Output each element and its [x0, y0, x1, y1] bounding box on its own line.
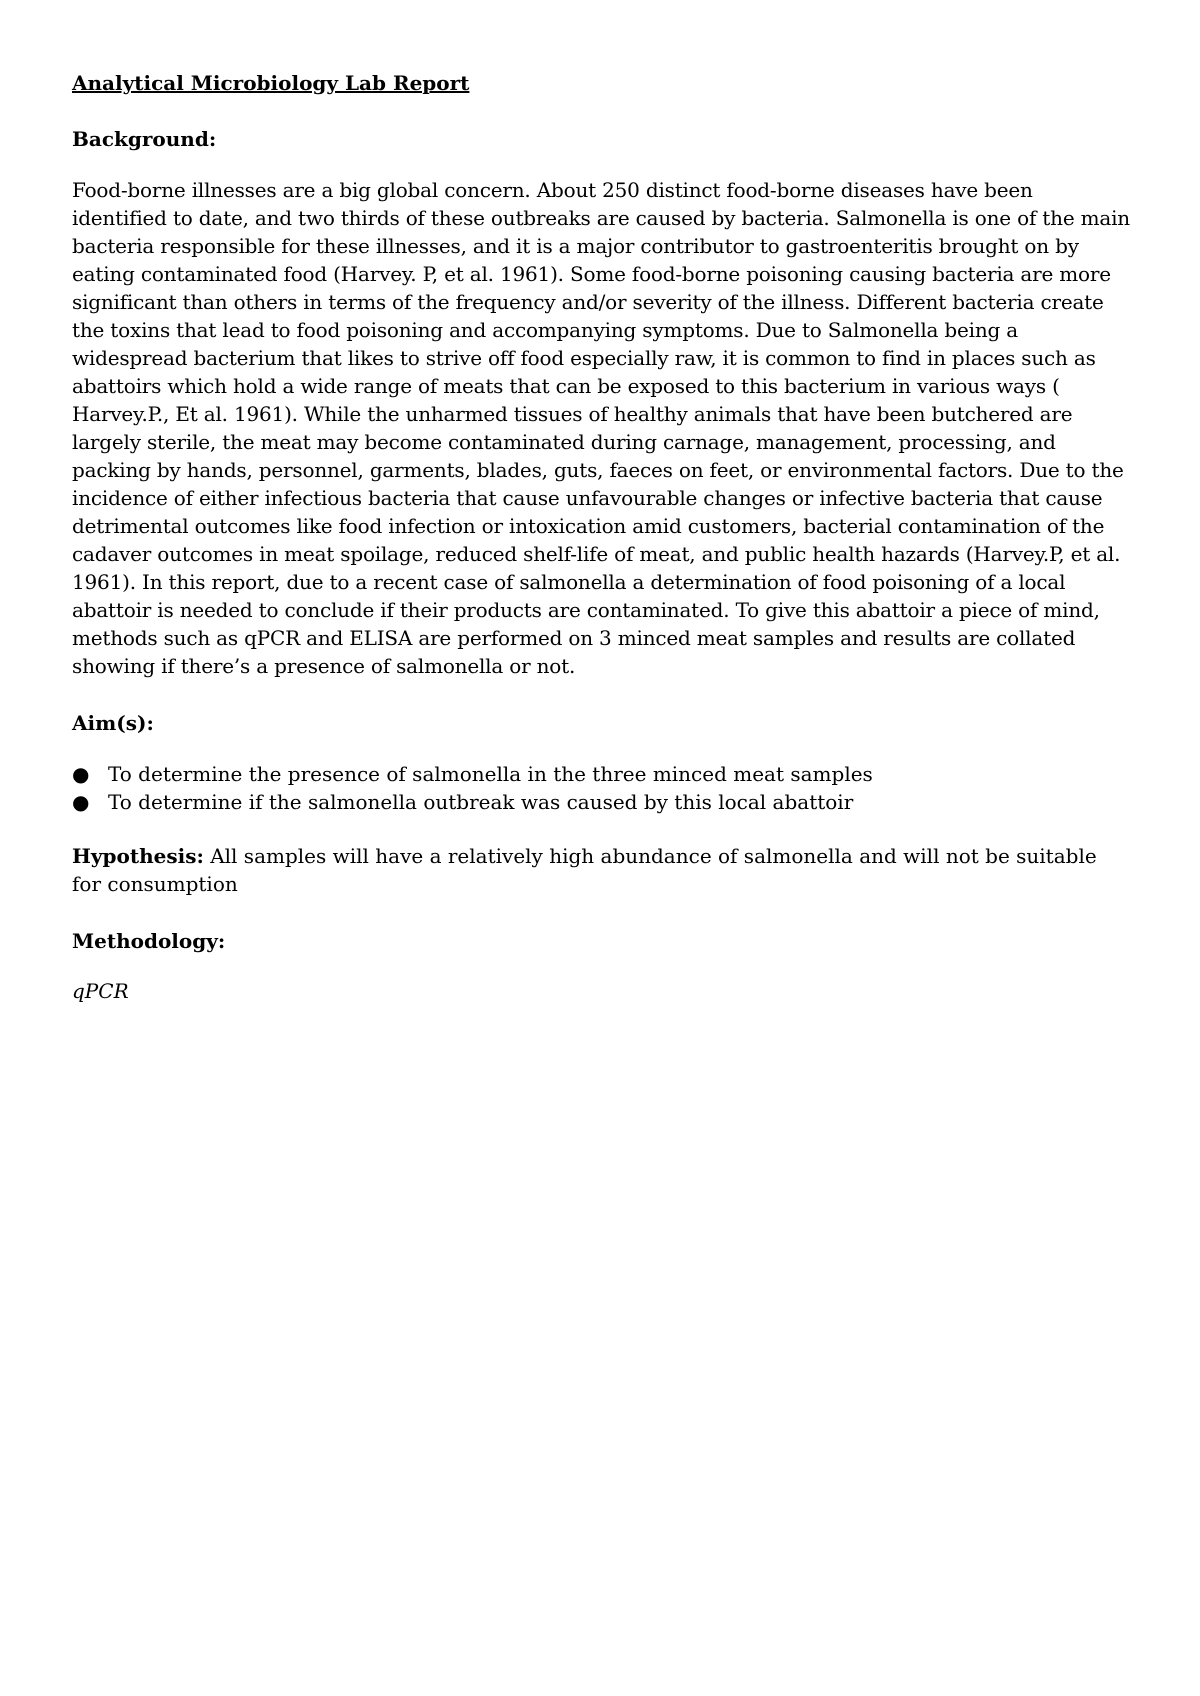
background-paragraph: Food-borne illnesses are a big global concern. About 250 distinct food-borne diseases have been identified to date, and two thirds of these outbreaks are caused by bacteria. Salmonella is one of the main bacteria responsible for these illnesses, and it is a major contributor to gastroenteritis brought on by eating contaminated food (Harvey. P, et al. 1961). Some food-borne poisoning causing bacteria are more significant than others in terms of the frequency and/or severity of the illness. Different bacteria create the toxins that lead to food poisoning and accompanying symptoms. Due to Salmonella being a widespread bacterium that likes to strive off food especially raw, it is common to find in places such as abattoirs which hold a wide range of meats that can be exposed to this bacterium in various ways ( Harvey.P., Et al. 1961). While the unharmed tissues of healthy animals that have been butchered are largely sterile, the meat may become contaminated during carnage, management, processing, and packing by hands, personnel, garments, blades, guts, faeces on feet, or environmental factors. Due to the incidence of either infectious bacteria that cause unfavourable changes or infective bacteria that cause detrimental outcomes like food infection or intoxication amid customers, bacterial contamination of the cadaver outcomes in meat spoilage, reduced shelf-life of meat, and public health hazards (Harvey.P, et al. 1961). In this report, due to a recent case of salmonella a determination of food poisoning of a local abattoir is needed to conclude if their products are contaminated. To give this abattoir a piece of mind, methods such as qPCR and ELISA are performed on 3 minced meat samples and results are collated showing if there’s a presence of salmonella or not.: [72, 178, 1130, 678]
qpcr-workflow-diagram: [72, 1090, 832, 1690]
aim-text: To determine the presence of salmonella in the three minced meat samples: [108, 762, 873, 786]
bullet-icon: ●: [72, 762, 90, 786]
background-heading: Background:: [72, 127, 217, 151]
hypothesis-text: All samples will have a relatively high abundance of salmonella and will not be suitable for consumption: [72, 844, 1097, 896]
hypothesis-label: Hypothesis:: [72, 844, 204, 868]
list-item: [72, 760, 1132, 788]
report-title: Analytical Microbiology Lab Report: [72, 71, 470, 95]
qpcr-subheading: qPCR: [72, 979, 129, 1003]
aims-list: [72, 760, 1132, 816]
list-item: [72, 788, 1132, 816]
methodology-heading: Methodology:: [72, 929, 226, 953]
bullet-icon: ●: [72, 790, 90, 814]
document-page: [72, 70, 1132, 1004]
aim-text: To determine if the salmonella outbreak was caused by this local abattoir: [108, 790, 854, 814]
hypothesis-paragraph: [72, 842, 1132, 898]
aims-heading: Aim(s):: [72, 711, 154, 735]
